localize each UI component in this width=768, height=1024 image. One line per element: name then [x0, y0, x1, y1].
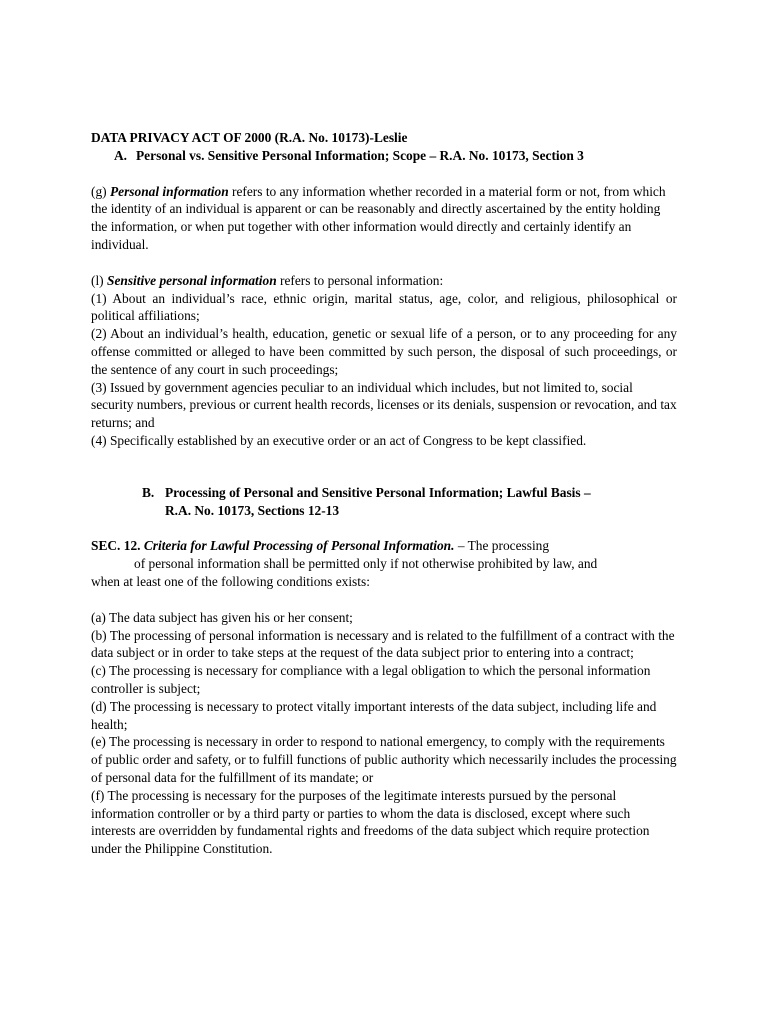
sec12-continuation: of personal information shall be permitted only if not otherwise prohibited by law, and [134, 556, 598, 572]
sec12-lead [91, 537, 677, 555]
section-a-title: Personal vs. Sensitive Personal Information; Scope – R.A. No. 10173, Section 3 [136, 147, 584, 163]
sec12-label: SEC. 12. [91, 538, 141, 554]
paragraph-g-term: Personal information [109, 183, 229, 199]
condition-item: (e) The processing is necessary in order to respond to national emergency, to comply with the requirements of public order and safety, or to fulfill functions of public authority which necessarily includes the processing of personal data for the fulfillment of its mandate; or [91, 734, 677, 785]
list-item: (4) Specifically established by an executive order or an act of Congress to be kept classified. [91, 432, 587, 448]
sec12-title: Criteria for Lawful Processing of Personal Information. [143, 538, 455, 554]
condition-item: (c) The processing is necessary for compliance with a legal obligation to which the personal information controller is subject; [91, 663, 651, 696]
condition-item: (f) The processing is necessary for the purposes of the legitimate interests pursued by the personal information controller or by a third party or parties to whom the data is disclosed, except where such interests are overridden by fundamental rights and freedoms of the data subject which require protection under the Philippine Constitution. [91, 787, 650, 857]
list-item: (1) About an individual’s race, ethnic origin, marital status, age, color, and religious, philosophical or political affiliations; [91, 290, 677, 324]
section-b-letter: B. [142, 484, 155, 500]
section-b-title [165, 484, 591, 520]
condition-item: (b) The processing of personal information is necessary and is related to the fulfillment of a contract with the data subject or in order to take steps at the request of the data subject prior to entering into a contract; [91, 627, 675, 661]
document-title: DATA PRIVACY ACT OF 2000 (R.A. No. 10173)-Leslie [91, 130, 408, 145]
section-a-heading [91, 147, 677, 165]
paragraph-l-prefix: (l) [91, 272, 107, 288]
document-body [91, 129, 677, 858]
section-b-title-line2: R.A. No. 10173, Sections 12-13 [165, 502, 340, 518]
sec12-lead-text: – The processing [454, 538, 550, 554]
section-b-title-line1: Processing of Personal and Sensitive Personal Information; Lawful Basis – [165, 484, 591, 500]
paragraph-g-prefix: (g) [91, 183, 110, 199]
paragraph-g-text: refers to any information whether recorded in a material form or not, from which the identity of an individual is apparent or can be reasonably and directly ascertained by the entity holding the information, or when put together with other information would directly and certainly identify an individual. [91, 183, 666, 252]
paragraph-l-term: Sensitive personal information [107, 272, 277, 288]
list-item: (3) Issued by government agencies peculiar to an individual which includes, but not limited to, social security numbers, previous or current health records, licenses or its denials, suspension or revocation, and tax returns; and [91, 379, 677, 431]
condition-item: (d) The processing is necessary to protect vitally important interests of the data subject, including life and health; [91, 698, 657, 732]
paragraph-l [91, 272, 677, 290]
paragraph-l-text: refers to personal information: [276, 272, 444, 288]
condition-item: (a) The data subject has given his or her consent; [91, 609, 353, 625]
section-a-letter: A. [114, 147, 128, 163]
paragraph-g [91, 183, 677, 254]
list-item: (2) About an individual’s health, education, genetic or sexual life of a person, or to any proceeding for any offense committed or alleged to have been committed by such person, the disposal of such proceedings, or the sentence of any court in such proceedings; [91, 326, 677, 377]
sec12-continuation-2: when at least one of the following conditions exists: [91, 573, 370, 589]
section-b-heading [91, 484, 677, 520]
